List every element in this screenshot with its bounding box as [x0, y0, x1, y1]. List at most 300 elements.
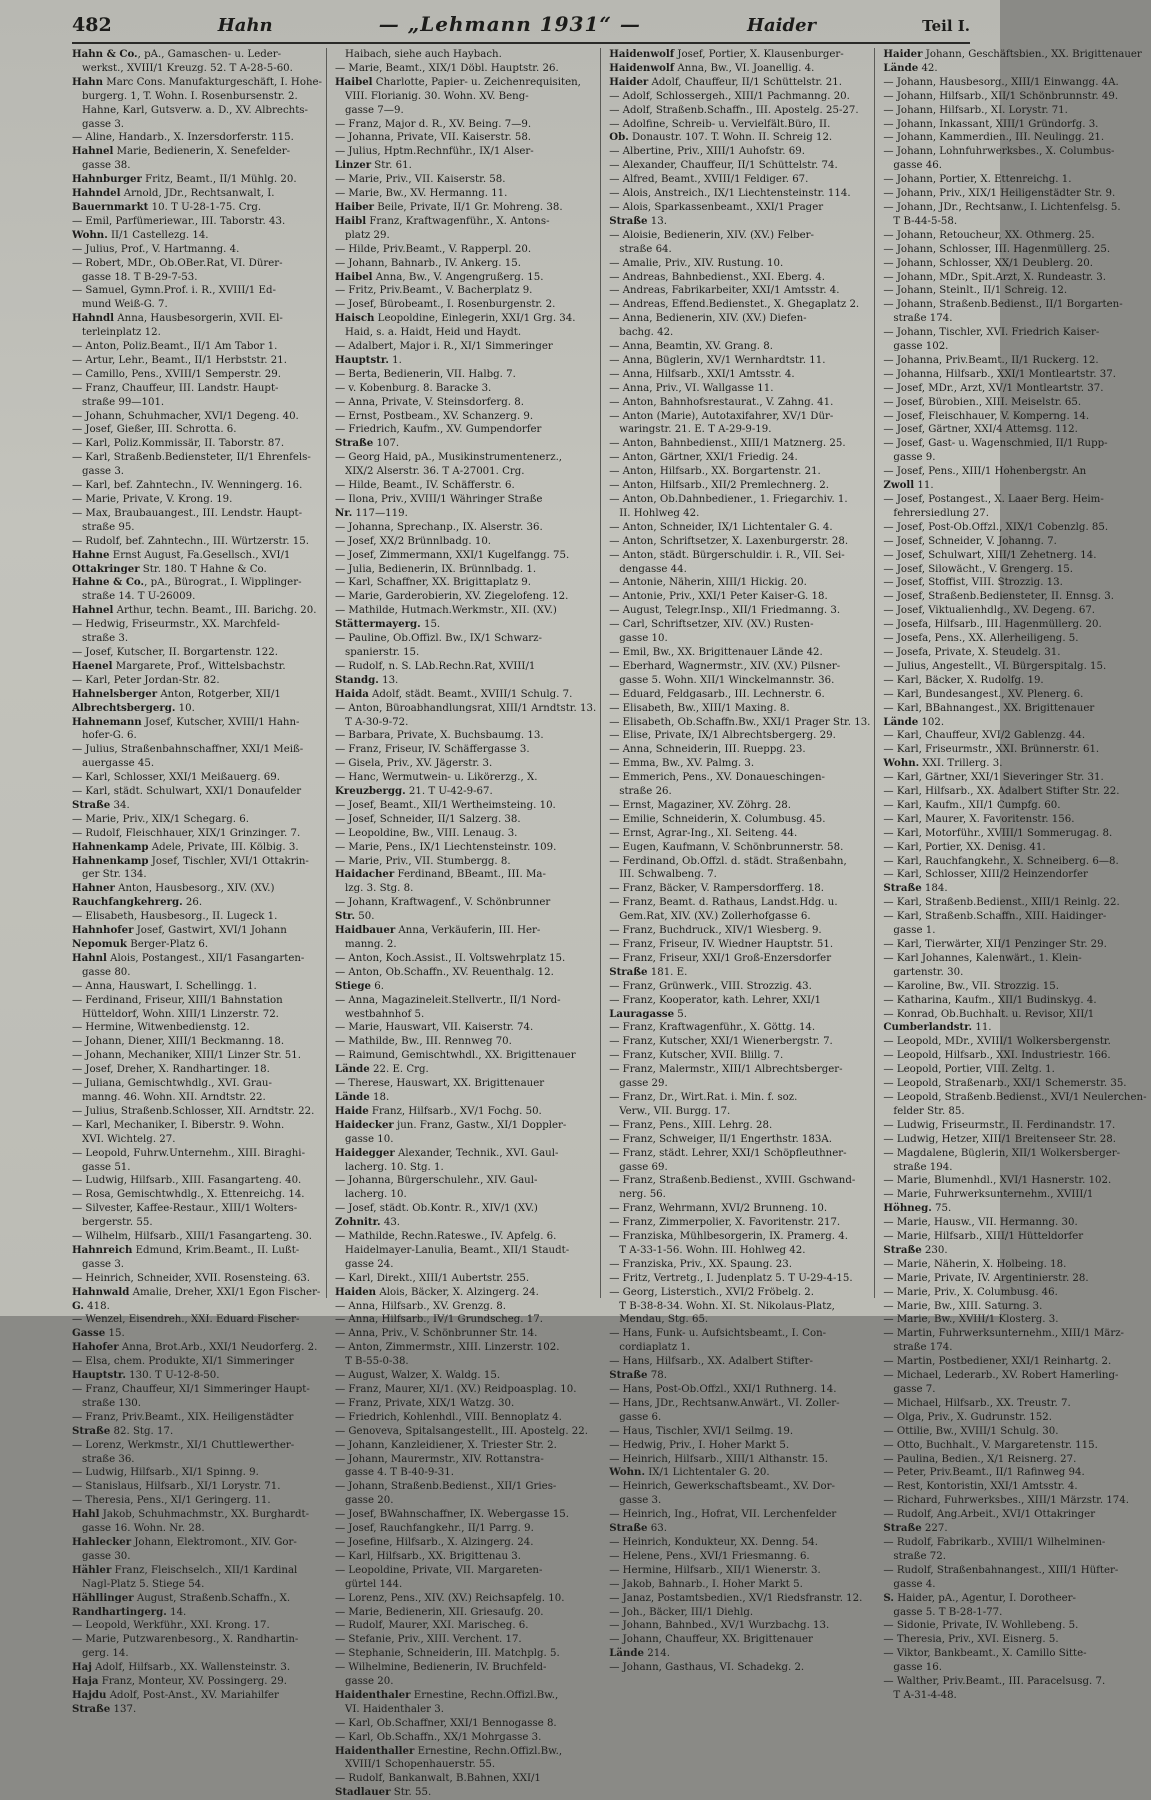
- directory-entry: XIX/2 Alserstr. 36. T A-27001. Crg.: [344, 466, 525, 478]
- part-label: Teil I.: [922, 17, 970, 35]
- directory-entry: — Magdalene, Büglerin, XII/1 Wolkersberger-: [883, 1147, 1121, 1159]
- directory-entry: Verw., VII. Burgg. 17.: [619, 1105, 731, 1117]
- directory-entry: gasse 6.: [619, 1411, 662, 1423]
- directory-entry: — Marie, Bw., XV. Hermanng. 11.: [334, 188, 508, 200]
- directory-entry: — Josef, Silowächt., V. Grengerg. 15.: [883, 563, 1073, 575]
- directory-entry: — Stefanie, Priv., XIII. Verchent. 17.: [334, 1634, 522, 1646]
- page-number: 482: [72, 14, 112, 36]
- right-guide-word: Haider: [746, 15, 817, 36]
- directory-entry: straße 174.: [893, 313, 953, 325]
- directory-entry: — Stephanie, Schneiderin, III. Matchplg. 5.: [334, 1648, 560, 1660]
- directory-entry: — Anton (Marie), Autotaxifahrer, XV/1 Dür-: [609, 410, 834, 422]
- directory-entry: — Franz, Friseur, IV. Wiedner Hauptstr. 51.: [609, 939, 834, 950]
- directory-entry: Hahndel Arnold, JDr., Rechtsanwalt, I.: [72, 187, 275, 200]
- directory-entry: VI. Haidenthaler 3.: [344, 1703, 445, 1715]
- directory-entry: — Marie, Hilfsarb., XIII/1 Hütteldorfer: [883, 1231, 1084, 1243]
- directory-entry: Haider Adolf, Chauffeur, II/1 Schüttelstr. 21.: [609, 75, 842, 88]
- directory-entry: — Josef, Beamt., XII/1 Wertheimsteing. 10.: [334, 799, 556, 811]
- directory-entry: — Emmerich, Pens., XV. Donaueschingen-: [609, 772, 825, 784]
- directory-entry: — Leopold, MDr., XVIII/1 Wolkersbergenstr.: [883, 1036, 1111, 1048]
- directory-entry: Cumberlandstr. 11.: [883, 1021, 992, 1034]
- directory-entry: Stättermayerg. 15.: [334, 618, 441, 631]
- directory-entry: — Artur, Lehr., Beamt., II/1 Herbststr. 21.: [72, 354, 287, 366]
- directory-entry: gasse 10.: [344, 1133, 394, 1145]
- directory-entry: gasse 24.: [344, 1258, 394, 1270]
- directory-entry: — Stanislaus, Hilfsarb., XI/1 Lorystr. 71.: [72, 1481, 281, 1493]
- directory-entry: straße 130.: [82, 1397, 142, 1409]
- directory-entry: — Julius, Prof., V. Hartmanng. 4.: [72, 243, 240, 255]
- directory-entry: — Franz, Kutscher, XVII. Blillg. 7.: [609, 1050, 784, 1062]
- directory-entry: Hajdu Adolf, Post-Anst., XV. Mariahilfer: [72, 1688, 279, 1701]
- directory-entry: — Eduard, Feldgasarb., III. Lechnerstr. 6.: [609, 688, 825, 700]
- directory-entry: Höhneg. 75.: [883, 1202, 952, 1215]
- directory-entry: — Julia, Bedienerin, IX. Brünnlbadg. 1.: [334, 563, 537, 575]
- directory-entry: — Ludwig, Hilfsarb., XIII. Fasangarteng. 40.: [72, 1175, 302, 1187]
- directory-entry: — Samuel, Gymn.Prof. i. R., XVIII/1 Ed-: [72, 285, 276, 297]
- directory-entry: Haidenthaler Ernestine, Rechn.Offizl.Bw.,: [334, 1688, 559, 1701]
- directory-entry: — Antonie, Näherin, XIII/1 Hickig. 20.: [609, 577, 807, 589]
- directory-entry: — Karl, städt. Schulwart, XXI/1 Donaufelder: [72, 786, 302, 798]
- directory-entry: — Leopold, Hilfsarb., XXI. Industriestr. 166.: [883, 1050, 1111, 1062]
- directory-entry: Haide Franz, Hilfsarb., XV/1 Fochg. 50.: [334, 1104, 542, 1117]
- left-guide-word: Hahn: [217, 15, 273, 36]
- directory-entry: gasse 20.: [344, 1495, 394, 1507]
- directory-entry: — Karl, Schlosser, XIII/2 Heinzendorfer: [883, 869, 1088, 881]
- directory-entry: mund Weiß-G. 7.: [82, 299, 168, 311]
- directory-entry: — Johann, Straßenb.Bedienst., XII/1 Gries-: [334, 1481, 557, 1493]
- directory-entry: — Alois, Sparkassenbeamt., XXI/1 Prager: [609, 201, 824, 213]
- directory-entry: Albrechtsbergerg. 10.: [72, 701, 195, 714]
- directory-entry: Hahlecker Johann, Elektromont., XIV. Gor-: [72, 1535, 297, 1548]
- directory-entry: — Josef, städt. Ob.Kontr. R., XIV/1 (XV.): [334, 1203, 538, 1215]
- directory-entry: — Eberhard, Wagnermstr., XIV. (XV.) Pilsner-: [609, 660, 841, 672]
- directory-entry: — Walther, Priv.Beamt., III. Paracelsusg. 7.: [883, 1676, 1106, 1688]
- directory-entry: Zwoll 11.: [883, 479, 934, 492]
- directory-entry: — Camillo, Pens., XVIII/1 Semperstr. 29.: [72, 368, 281, 380]
- directory-entry: — Franziska, Mühlbesorgerin, IX. Pramerg. 4.: [609, 1231, 848, 1243]
- directory-entry: — Anton, Hilfsarb., XII/2 Premlechnerg. 2.: [609, 480, 830, 492]
- directory-entry: — Johann, Priv., XIX/1 Heiligenstädter Str. 9.: [883, 188, 1116, 200]
- column-4: [883, 48, 1150, 1701]
- directory-entry: — Johann, Portier, X. Ettenreichg. 1.: [883, 174, 1072, 186]
- directory-entry: — Josef, Kutscher, II. Borgartenstr. 122.: [72, 646, 278, 658]
- directory-entry: — Hedwig, Friseurmstr., XX. Marchfeld-: [72, 619, 280, 631]
- directory-entry: — Marie, Hauswart, VII. Kaiserstr. 74.: [334, 1022, 534, 1034]
- directory-entry: Hahnwald Amalie, Dreher, XXI/1 Egon Fischer-: [72, 1285, 321, 1298]
- directory-entry: — Rosa, Gemischtwhdlg., X. Ettenreichg. 14.: [72, 1189, 305, 1201]
- directory-entry: — Josef, Postangest., X. Laaer Berg. Heim-: [883, 494, 1104, 505]
- directory-entry: — Johann, Steinlt., II/1 Schreig. 12.: [883, 285, 1068, 297]
- directory-entry: Hahnelsberger Anton, Rotgerber, XII/1: [72, 687, 281, 700]
- directory-entry: Haibach, siehe auch Haybach.: [344, 49, 502, 60]
- directory-entry: Standg. 13.: [334, 673, 399, 686]
- directory-entry: — Leopold, Portier, VIII. Zeltg. 1.: [883, 1064, 1055, 1076]
- directory-entry: Hauptstr. 1.: [334, 353, 402, 366]
- directory-entry: — Karl, Portier, XX. Denisg. 41.: [883, 841, 1046, 853]
- directory-entry: — Karl, Schaffner, XX. Brigittaplatz 9.: [334, 577, 531, 589]
- directory-entry: Hahnreich Edmund, Krim.Beamt., II. Lußt-: [72, 1243, 300, 1256]
- directory-entry: — Anna, Beamtin, XV. Grang. 8.: [609, 341, 773, 353]
- directory-entry: Hütteldorf, Wohn. XIII/1 Linzerstr. 72.: [82, 1008, 279, 1020]
- directory-entry: — Marie, Priv., VII. Kaiserstr. 58.: [334, 174, 506, 186]
- directory-entry: — Anton, Büroabhandlungsrat, XIII/1 Arndtstr. 13.: [334, 702, 597, 714]
- directory-entry: — Anna, Büglerin, XV/1 Wernhardtstr. 11.: [609, 354, 826, 366]
- directory-entry: — Josef, Bürobien., XIII. Meiselstr. 65.: [883, 396, 1082, 408]
- directory-entry: — Ernst, Postbeam., XV. Schanzerg. 9.: [334, 410, 534, 422]
- directory-entry: — Johann, Hilfsarb., XI. Lorystr. 71.: [883, 104, 1068, 116]
- directory-entry: Straße 227.: [883, 1522, 948, 1535]
- directory-entry: gasse 16.: [893, 1662, 942, 1674]
- directory-entry: — Fritz, Priv.Beamt., V. Bacherplatz 9.: [334, 285, 533, 297]
- directory-entry: Hauptstr. 130. T U-12-8-50.: [72, 1369, 220, 1382]
- directory-entry: — Franz, Grünwerk., VIII. Strozzig. 43.: [609, 980, 812, 992]
- column-3: [609, 48, 875, 1674]
- directory-entry: T B-44-5-58.: [893, 215, 958, 227]
- directory-entry: — Josef, MDr., Arzt, XV/1 Montleartstr. 37.: [883, 382, 1104, 394]
- directory-entry: — Anton, Gärtner, XXI/1 Friedig. 24.: [609, 452, 798, 464]
- directory-entry: — Ludwig, Hilfsarb., XI/1 Spinng. 9.: [72, 1467, 259, 1479]
- directory-entry: — Marie, Priv., X. Columbusg. 46.: [883, 1286, 1058, 1298]
- directory-entry: — Karl, Ob.Schaffn., XX/1 Mohrgasse 3.: [334, 1731, 542, 1743]
- directory-entry: straße 72.: [893, 1550, 946, 1562]
- directory-entry: Lände 22. E. Crg.: [334, 1063, 429, 1076]
- directory-entry: Nagl-Platz 5. Stiege 54.: [82, 1578, 205, 1590]
- directory-entry: — Fritz, Vertretg., I. Judenplatz 5. T U-29-4-15.: [609, 1272, 853, 1284]
- directory-entry: — Josefa, Hilfsarb., III. Hagenmüllerg. 20.: [883, 619, 1102, 631]
- directory-entry: gasse 20.: [344, 1676, 394, 1688]
- directory-entry: gerg. 14.: [82, 1648, 129, 1660]
- directory-entry: gasse 38.: [82, 160, 131, 172]
- directory-entry: Hähllinger August, Straßenb.Schaffn., X.: [72, 1591, 291, 1604]
- directory-entry: straße 174.: [893, 1342, 953, 1354]
- directory-entry: — Josef, Gast- u. Wagenschmied, II/1 Rupp-: [883, 438, 1108, 450]
- directory-entry: lzg. 3. Stg. 8.: [344, 883, 414, 895]
- directory-entry: — Karl, Mechaniker, I. Biberstr. 9. Wohn.: [72, 1119, 285, 1131]
- directory-entry: — Hanc, Wermutwein- u. Likörerzg., X.: [334, 772, 538, 784]
- directory-entry: — Emil, Parfümeriewar., III. Taborstr. 43.: [72, 215, 286, 227]
- directory-entry: Hahnel Marie, Bedienerin, X. Senefelder-: [72, 145, 291, 158]
- directory-entry: — Ilona, Priv., XVIII/1 Währinger Straße: [334, 494, 543, 505]
- directory-entry: T A-30-9-72.: [344, 716, 409, 728]
- directory-entry: — Josefa, Private, X. Steudelg. 31.: [883, 646, 1061, 658]
- directory-entry: II. Hohlweg 42.: [619, 507, 700, 519]
- directory-entry: — Leopoldine, Bw., VIII. Lenaug. 3.: [334, 827, 518, 839]
- directory-entry: — Franz, Dr., Wirt.Rat. i. Min. f. soz.: [609, 1091, 798, 1103]
- directory-entry: — Josef, Zimmermann, XXI/1 Kugelfangg. 75.: [334, 549, 570, 561]
- directory-entry: — Josef, Rauchfangkehr., II/1 Parrg. 9.: [334, 1523, 534, 1535]
- directory-entry: — Theresia, Pens., XI/1 Geringerg. 11.: [72, 1495, 271, 1507]
- directory-entry: gasse 7.: [893, 1384, 936, 1395]
- directory-entry: — Rudolf, Maurer, XXI. Marischeg. 6.: [334, 1620, 529, 1632]
- directory-entry: — Eugen, Kaufmann, V. Schönbrunnerstr. 58.: [609, 841, 844, 853]
- directory-entry: — Marie, Bw., XIII. Saturng. 3.: [883, 1300, 1043, 1312]
- directory-entry: gasse 18. T B-29-7-53.: [82, 271, 198, 283]
- directory-entry: — Heinrich, Gewerkschaftsbeamt., XV. Dor-: [609, 1481, 835, 1493]
- directory-entry: — Emma, Bw., XV. Palmg. 3.: [609, 758, 755, 770]
- directory-entry: — Anton, Schneider, IX/1 Lichtentaler G. 4.: [609, 521, 833, 533]
- directory-entry: — Mathilde, Bw., III. Rennweg 70.: [334, 1036, 512, 1048]
- directory-entry: straße 26.: [619, 786, 672, 798]
- directory-entry: — Johann, Bahnarb., IV. Ankerg. 15.: [334, 257, 521, 269]
- directory-entry: Lauragasse 5.: [609, 1007, 688, 1020]
- directory-entry: — Georg, Listerstich., XVI/2 Fröbelg. 2.: [609, 1286, 815, 1298]
- directory-entry: — Leopold, Straßenb.Bedienst., XVI/1 Neulerchen-: [883, 1091, 1147, 1103]
- directory-entry: — Carl, Schriftsetzer, XIV. (XV.) Rusten-: [609, 619, 814, 631]
- directory-entry: gasse 3.: [82, 118, 125, 130]
- directory-entry: T A-31-4-48.: [893, 1689, 957, 1701]
- directory-entry: VIII. Florianig. 30. Wohn. XV. Beng-: [344, 90, 529, 102]
- directory-entry: — Elisabeth, Ob.Schaffn.Bw., XXI/1 Prager Str. 13.: [609, 716, 871, 728]
- directory-entry: — Hans, Post-Ob.Offzl., XXI/1 Ruthnerg. 14.: [609, 1384, 837, 1395]
- directory-entry: — Rudolf, Straßenbahnangest., XIII/1 Hüfter-: [883, 1564, 1119, 1576]
- directory-entry: — Karl Johannes, Kalenwärt., 1. Klein-: [883, 952, 1082, 964]
- directory-entry: — Johann, Kanzleidiener, X. Triester Str. 2.: [334, 1439, 557, 1451]
- directory-entry: — Marie, Blumenhdl., XVI/1 Hasnerstr. 102.: [883, 1175, 1112, 1187]
- directory-entry: Hahn Marc Cons. Manufakturgeschäft, I. Hohe-: [72, 75, 322, 88]
- directory-entry: straße 99—101.: [82, 396, 165, 408]
- directory-entry: — Marie, Priv., VII. Stumbergg. 8.: [334, 855, 511, 867]
- directory-entry: — Anna, Private, V. Steinsdorferg. 8.: [334, 396, 524, 408]
- directory-entry: — Lorenz, Werkmstr., XI/1 Chuttlewerther-: [72, 1439, 295, 1451]
- directory-entry: — Hedwig, Priv., I. Hoher Markt 5.: [609, 1439, 790, 1451]
- directory-entry: — Franz, Bäcker, V. Rampersdorfferg. 18.: [609, 883, 824, 895]
- directory-entry: Straße 230.: [883, 1243, 948, 1256]
- directory-entry: — Johann, Schlosser, XX/1 Deublerg. 20.: [883, 257, 1093, 269]
- directory-entry: — Franz, Zimmerpolier, X. Favoritenstr. 217.: [609, 1217, 841, 1229]
- directory-entry: bergerstr. 55.: [82, 1217, 153, 1229]
- directory-entry: — Josef, Viktualienhdlg., XV. Degeng. 67.: [883, 605, 1096, 617]
- directory-entry: manng. 2.: [344, 939, 397, 950]
- directory-entry: — Adolf, Straßenb.Schaffn., III. Apostelg. 25-27.: [609, 104, 859, 116]
- directory-entry: — Karl, Direkt., XIII/1 Aubertstr. 255.: [334, 1272, 530, 1284]
- directory-entry: — Marie, Private, IV. Argentinierstr. 28.: [883, 1272, 1089, 1284]
- directory-entry: Straße 34.: [72, 798, 130, 811]
- directory-entry: Straße 63.: [609, 1522, 667, 1535]
- directory-entry: Haidenwolf Josef, Portier, X. Klausenburger-: [609, 48, 844, 60]
- directory-entry: — Ernst, Agrar-Ing., XI. Seiteng. 44.: [609, 827, 798, 839]
- directory-entry: — Johann, Chauffeur, XX. Brigittenauer: [609, 1634, 813, 1646]
- directory-entry: — Ferdinand, Ob.Offzl. d. städt. Straßenbahn,: [609, 855, 847, 867]
- directory-entry: — Wilhelm, Hilfsarb., XIII/1 Fasangarteng. 30.: [72, 1231, 312, 1243]
- directory-entry: — Karl, Hilfsarb., XX. Adalbert Stifter Str. 22.: [883, 786, 1120, 798]
- directory-entry: hofer-G. 6.: [82, 730, 137, 742]
- directory-entry: Haidenthaller Ernestine, Rechn.Offizl.Bw.,: [334, 1744, 563, 1757]
- directory-entry: — Marie, Bw., XVIII/1 Klosterg. 3.: [883, 1314, 1059, 1326]
- directory-entry: — Rudolf, Bankanwalt, B.Bahnen, XXI/1: [334, 1773, 541, 1785]
- directory-entry: gasse 10.: [619, 633, 668, 645]
- directory-entry: — Adolf, Schlossergeh., XIII/1 Pachmanng. 20.: [609, 90, 850, 102]
- directory-entry: westbahnhof 5.: [344, 1008, 425, 1020]
- directory-entry: G. 418.: [72, 1299, 110, 1312]
- directory-entry: — Franziska, Priv., XX. Spaung. 23.: [609, 1258, 792, 1270]
- directory-entry: Hahnl Alois, Postangest., XII/1 Fasangarten-: [72, 951, 305, 964]
- directory-entry: — Pauline, Ob.Offizl. Bw., IX/1 Schwarz-: [334, 633, 542, 645]
- directory-entry: straße 64.: [619, 243, 672, 255]
- directory-entry: — Franz, Schweiger, II/1 Engerthstr. 183A.: [609, 1133, 832, 1145]
- directory-entry: — Franz, Beamt. d. Rathaus, Landst.Hdg. u.: [609, 897, 838, 909]
- directory-entry: — Anton, Ob.Schaffn., XV. Reuenthalg. 12.: [334, 966, 554, 978]
- directory-entry: — Johann, Hausbesorg., XIII/1 Einwangg. 4A.: [883, 76, 1119, 88]
- directory-entry: — Franz, Buchdruck., XIV/1 Wiesberg. 9.: [609, 925, 822, 937]
- directory-entry: — Andreas, Fabrikarbeiter, XXI/1 Amtsstr. 4.: [609, 285, 840, 297]
- columns: [72, 48, 1147, 1799]
- directory-entry: — Georg Haid, pA., Musikinstrumentenerz.,: [334, 452, 563, 464]
- directory-entry: — Karl, Schlosser, XXI/1 Meißauerg. 69.: [72, 772, 281, 784]
- directory-entry: — Janaz, Postamtsbedien., XV/1 Riedsfranstr. 12.: [609, 1592, 863, 1604]
- directory-entry: — Leopold, Werkführ., XXI. Krong. 17.: [72, 1620, 270, 1632]
- directory-entry: — Franz, Pens., XIII. Lehrg. 28.: [609, 1119, 773, 1131]
- directory-entry: — Josef, Bürobeamt., I. Rosenburgenstr. 2.: [334, 299, 556, 311]
- directory-entry: gartenstr. 30.: [893, 966, 964, 978]
- directory-entry: — Antonie, Priv., XXI/1 Peter Kaiser-G. 18.: [609, 591, 828, 603]
- directory-entry: Hahl Jakob, Schuhmachmstr., XX. Burghardt-: [72, 1508, 310, 1521]
- directory-entry: — Karl, Poliz.Kommissär, II. Taborstr. 87.: [72, 438, 285, 450]
- directory-entry: — Franz, Maurer, XI/1. (XV.) Reidpoasplag. 10.: [334, 1384, 577, 1395]
- directory-entry: — Leopold, Fuhrw.Unternehm., XIII. Biraghi-: [72, 1147, 306, 1159]
- directory-entry: — Alexander, Chauffeur, II/1 Schüttelstr. 74.: [609, 160, 838, 172]
- directory-entry: — Anna, Hilfsarb., XXI/1 Amtsstr. 4.: [609, 368, 795, 380]
- directory-entry: T B-55-0-38.: [344, 1356, 409, 1368]
- directory-entry: — Leopold, Straßenarb., XXI/1 Schemerstr. 35.: [883, 1078, 1127, 1090]
- directory-entry: — Adolfine, Schreib- u. Vervielfält.Büro, II.: [609, 118, 831, 130]
- directory-entry: — Franz, Kraftwagenführ., X. Göttg. 14.: [609, 1022, 816, 1034]
- directory-entry: Straße 184.: [883, 882, 948, 895]
- directory-entry: — Sidonie, Private, IV. Wohllebeng. 5.: [883, 1620, 1079, 1632]
- directory-entry: — Berta, Bedienerin, VII. Halbg. 7.: [334, 368, 516, 380]
- directory-entry: — Franz, Chauffeur, XI/1 Simmeringer Haupt-: [72, 1384, 310, 1395]
- directory-entry: — Anton, städt. Bürgerschuldir. i. R., VII. Sei-: [609, 549, 845, 561]
- directory-entry: — Raimund, Gemischtwhdl., XX. Brigittenauer: [334, 1050, 576, 1062]
- directory-entry: — Lorenz, Pens., XIV. (XV.) Reichsapfelg. 10.: [334, 1592, 565, 1604]
- directory-entry: Stadlauer Str. 55.: [334, 1786, 432, 1799]
- directory-entry: — Karl, Straßenb.Bedienst., XIII/1 Reinlg. 22.: [883, 897, 1120, 909]
- directory-entry: — Michael, Lederarb., XV. Robert Hamerling-: [883, 1370, 1119, 1382]
- directory-entry: — Josef, Straßenb.Bediensteter, II. Ennsg. 3.: [883, 591, 1114, 603]
- directory-entry: gürtel 144.: [344, 1578, 403, 1590]
- directory-entry: — Julius, Hptm.Rechnführ., IX/1 Alser-: [334, 146, 534, 158]
- directory-entry: — Marie, Fuhrwerksunternehm., XVIII/1: [883, 1189, 1094, 1201]
- directory-entry: gasse 5. Wohn. XII/1 Winckelmannstr. 36.: [619, 674, 835, 686]
- directory-entry: — Elisabeth, Hausbesorg., II. Lugeck 1.: [72, 911, 278, 923]
- directory-entry: — Karl, Kaufm., XII/1 Cumpfg. 60.: [883, 799, 1061, 811]
- directory-entry: — Franz, Chauffeur, III. Landstr. Haupt-: [72, 382, 279, 394]
- directory-entry: Lände 214.: [609, 1647, 670, 1660]
- directory-entry: — Anna, Magazineleit.Stellvertr., II/1 Nord-: [334, 994, 561, 1006]
- directory-entry: — Anton, Hilfsarb., XX. Borgartenstr. 21.: [609, 466, 821, 478]
- directory-entry: — Johanna, Sprechanp., IX. Alserstr. 36.: [334, 521, 543, 533]
- directory-entry: — Karl, BBahnangest., XX. Brigittenauer: [883, 702, 1095, 714]
- directory-entry: — Marie, Näherin, X. Holbeing. 18.: [883, 1258, 1067, 1270]
- directory-entry: Ottakringer Str. 180. T Hahne & Co.: [72, 562, 267, 575]
- directory-entry: — Theresia, Priv., XVI. Eisnerg. 5.: [883, 1634, 1059, 1646]
- directory-entry: Wohn. XXI. Trillerg. 3.: [883, 757, 1003, 770]
- directory-entry: Rauchfangkehrerg. 26.: [72, 896, 203, 909]
- directory-entry: — Therese, Hauswart, XX. Brigittenauer: [334, 1078, 545, 1090]
- directory-entry: — Andreas, Bahnbedienst., XXI. Eberg. 4.: [609, 271, 825, 283]
- directory-entry: — Josefa, Pens., XX. Allerheiligeng. 5.: [883, 633, 1079, 645]
- directory-entry: — Alois, Anstreich., IX/1 Liechtensteinstr. 114.: [609, 188, 851, 200]
- directory-entry: — Josef, Gärtner, XXI/4 Attemsg. 112.: [883, 424, 1078, 436]
- directory-entry: Bauernmarkt 10. T U-28-1-75. Crg.: [72, 200, 262, 213]
- directory-entry: — Karl, Maurer, X. Favoritenstr. 156.: [883, 813, 1075, 825]
- directory-entry: Haenel Margarete, Prof., Wittelsbachstr.: [72, 659, 286, 672]
- directory-entry: — Franz, Friseur, IV. Schäffergasse 3.: [334, 744, 530, 756]
- directory-entry: — Olga, Priv., X. Gudrunstr. 152.: [883, 1411, 1052, 1423]
- directory-entry: Mendau, Stg. 65.: [619, 1314, 709, 1326]
- directory-entry: straße 36.: [82, 1453, 135, 1465]
- directory-entry: Wohn. IX/1 Lichtentaler G. 20.: [609, 1466, 770, 1479]
- directory-entry: — Marie, Beamt., XIX/1 Döbl. Hauptstr. 26.: [334, 62, 559, 74]
- directory-entry: — Johann, Straßenb.Bedienst., II/1 Borgarten-: [883, 299, 1123, 311]
- directory-entry: — Julius, Angestellt., VI. Bürgerspitalg. 15.: [883, 660, 1107, 672]
- directory-entry: — Konrad, Ob.Buchhalt. u. Revisor, XII/1: [883, 1008, 1095, 1020]
- directory-entry: Haider Johann, Geschäftsbien., XX. Brigittenauer: [883, 48, 1142, 60]
- directory-entry: — Rudolf, n. S. LAb.Rechn.Rat, XVIII/1: [334, 660, 536, 672]
- directory-entry: Hahndl Anna, Hausbesorgerin, XVII. El-: [72, 312, 283, 325]
- directory-entry: gasse 69.: [619, 1161, 668, 1173]
- directory-entry: — Marie, Priv., XIX/1 Schegarg. 6.: [72, 813, 249, 825]
- directory-entry: Hahne & Co., pA., Bürograt., I. Wipplinger-: [72, 576, 302, 589]
- directory-entry: waringstr. 21. E. T A-29-9-19.: [619, 424, 772, 436]
- directory-entry: gasse 29.: [619, 1078, 668, 1090]
- directory-entry: — Johann, Inkassant, XIII/1 Gründorfg. 3.: [883, 118, 1099, 130]
- directory-entry: — Richard, Fuhrwerksbes., XIII/1 Märzstr. 174.: [883, 1495, 1130, 1507]
- directory-entry: — Karl, Rauchfangkehr., X. Schneiberg. 6—8.: [883, 855, 1119, 867]
- directory-entry: — Martin, Postbediener, XXI/1 Reinhartg. 2.: [883, 1356, 1112, 1368]
- directory-entry: — Josef, Gießer, III. Schrotta. 6.: [72, 424, 237, 436]
- directory-entry: — Karl, Friseurmstr., XXI. Brünnerstr. 61.: [883, 744, 1100, 756]
- directory-entry: gasse 51.: [82, 1161, 131, 1173]
- directory-entry: bachg. 42.: [619, 327, 674, 339]
- directory-entry: Kreuzbergg. 21. T U-42-9-67.: [334, 785, 493, 798]
- directory-entry: — Johann, Schuhmacher, XVI/1 Degeng. 40.: [72, 410, 299, 422]
- directory-entry: Haidacher Ferdinand, BBeamt., III. Ma-: [334, 868, 546, 881]
- directory-entry: platz 29.: [344, 229, 390, 241]
- directory-entry: — Emil, Bw., XX. Brigittenauer Lände 42.: [609, 646, 823, 658]
- directory-entry: Stiege 6.: [334, 979, 384, 992]
- directory-entry: dengasse 44.: [619, 563, 687, 575]
- column-2: [334, 48, 601, 1799]
- directory-entry: T A-33-1-56. Wohn. III. Hohlweg 42.: [619, 1244, 806, 1256]
- directory-entry: — Karl, Straßenb.Bediensteter, II/1 Ehrenfels-: [72, 452, 311, 464]
- directory-entry: — Anton, Ob.Dahnbediener., 1. Friegarchiv. 1.: [609, 494, 848, 505]
- directory-entry: — Rudolf, bef. Zahntechn., III. Würtzerstr. 15.: [72, 535, 309, 547]
- directory-entry: Ob. Donaustr. 107. T. Wohn. II. Schreig 12.: [609, 131, 833, 144]
- directory-entry: — Haus, Tischler, XVI/1 Seilmg. 19.: [609, 1425, 794, 1437]
- directory-entry: Haibl Franz, Kraftwagenführ., X. Antons-: [334, 214, 550, 227]
- directory-entry: — Otto, Buchhalt., V. Margaretenstr. 115.: [883, 1439, 1098, 1451]
- directory-entry: fehrersiedlung 27.: [893, 507, 989, 519]
- directory-entry: gasse 16. Wohn. Nr. 28.: [82, 1523, 205, 1535]
- directory-entry: gasse 1.: [893, 925, 936, 937]
- directory-entry: — Johann, Schlosser, III. Hagenmüllerg. 25.: [883, 243, 1111, 255]
- directory-entry: Straße 78.: [609, 1369, 667, 1382]
- directory-entry: — Johann, JDr., Rechtsanw., I. Lichtenfelsg. 5.: [883, 201, 1121, 213]
- directory-entry: Hahnemann Josef, Kutscher, XVIII/1 Hahn-: [72, 715, 300, 728]
- directory-entry: — Josef, Schneider, V. Johanng. 7.: [883, 535, 1057, 547]
- directory-entry: — Anna, Hauswart, I. Schellingg. 1.: [72, 980, 257, 992]
- directory-entry: — Ludwig, Hetzer, XIII/1 Breitenseer Str. 28.: [883, 1133, 1117, 1145]
- directory-entry: Lände 18.: [334, 1090, 390, 1103]
- directory-entry: — Johann, Gasthaus, VI. Schadekg. 2.: [609, 1662, 805, 1674]
- directory-entry: — Johann, Retoucheur, XX. Othmerg. 25.: [883, 229, 1095, 241]
- directory-entry: — Juliana, Gemischtwhdlg., XVI. Grau-: [72, 1078, 272, 1090]
- directory-entry: — Karl, Hilfsarb., XX. Brigittenau 3.: [334, 1550, 522, 1562]
- directory-entry: — Silvester, Kaffee-Restaur., XIII/1 Wolters-: [72, 1203, 298, 1215]
- directory-entry: Haidelmayer-Lanulia, Beamt., XII/1 Staudt-: [344, 1244, 570, 1256]
- directory-entry: Haidenwolf Anna, Bw., VI. Joanellig. 4.: [609, 61, 815, 74]
- directory-entry: — Franz, Straßenb.Bedienst., XVIII. Gschwand-: [609, 1175, 856, 1187]
